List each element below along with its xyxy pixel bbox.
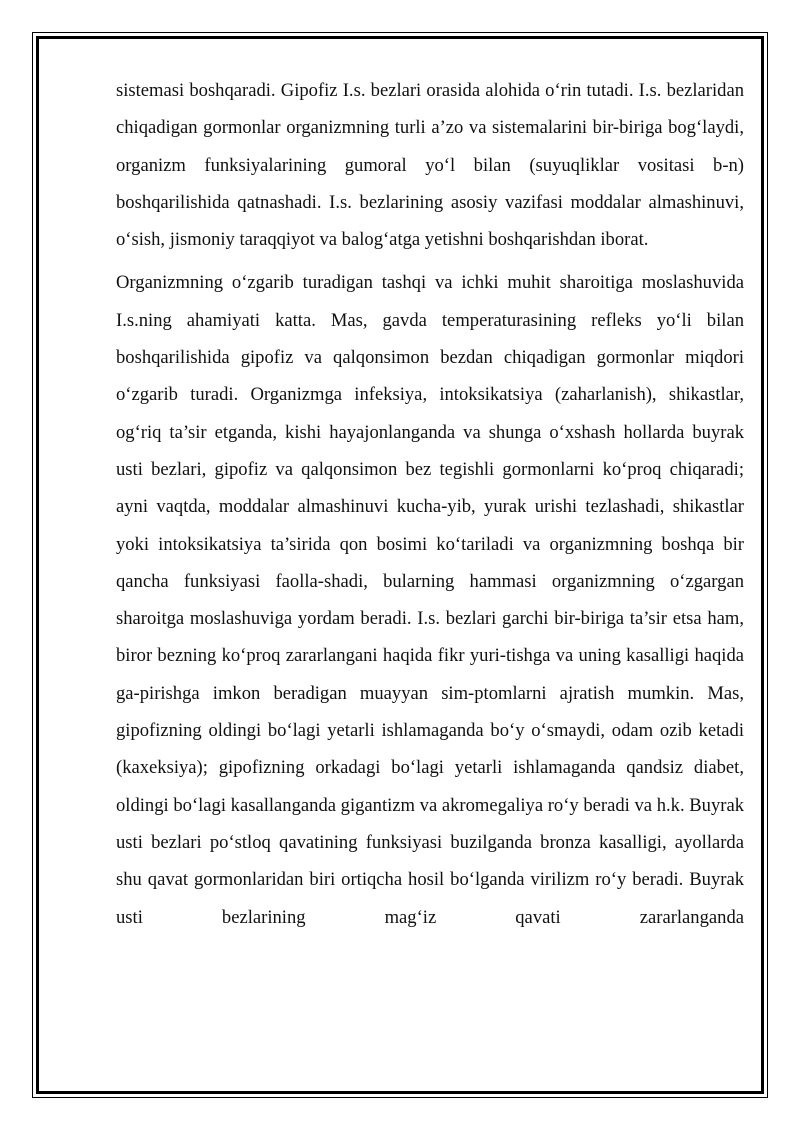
paragraph-1: sistemasi boshqaradi. Gipofiz I.s. bezlari orasida alohida o‘rin tutadi. I.s. bezlaridan chiqadigan gormonlar organizmning turli a’zo va sistemalarini bir-biriga bog‘laydi, organizm funksiyalarining gumoral yo‘l bilan (suyuqliklar vositasi b-n) boshqarilishida qatnashadi. I.s. bezlarining asosiy vazifasi moddalar almashinuvi, o‘sish, jismoniy taraqqiyot va balog‘atga yetishni boshqarishdan iborat. [116, 80, 744, 251]
document-body [116, 72, 744, 936]
paragraph-2: Organizmning o‘zgarib turadigan tashqi va ichki muhit sharoitiga moslashuvida I.s.ning ahamiyati katta. Mas, gavda temperaturasining refleks yo‘li bilan boshqarilishida gipofiz va qalqonsimon bezdan chiqadigan gormonlar miqdori o‘zgarib turadi. Organizmga infeksiya, intoksikatsiya (zaharlanish), shikastlar, og‘riq ta’sir etganda, kishi hayajonlanganda va shunga o‘xshash hollarda buyrak usti bezlari, gipofiz va qalqonsimon bez tegishli gormonlarni ko‘proq chiqaradi; ayni vaqtda, moddalar almashinuvi kucha-yib, yurak urishi tezlashadi, shikastlar yoki intoksikatsiya ta’sirida qon bosimi ko‘tariladi va organizmning boshqa bir qancha funksiyasi faolla-shadi, bularning hammasi organizmning o‘zgargan sharoitga moslashuviga yordam beradi. I.s. bezlari garchi bir-biriga ta’sir etsa ham, biror bezning ko‘proq zararlangani haqida fikr yuri-tishga va uning kasalligi haqida ga-pirishga imkon beradigan muayyan sim-ptomlarni ajratish mumkin. Mas, gipofizning oldingi bo‘lagi yetarli ishlamaganda bo‘y o‘smaydi, odam ozib ketadi (kaxeksiya); gipofizning orkadagi bo‘lagi yetarli ishlamaganda qandsiz diabet, oldingi bo‘lagi kasallanganda gigantizm va akromegaliya ro‘y beradi va h.k. Buyrak usti bezlari po‘stloq qavatining funksiyasi buzilganda bronza kasalligi, ayollarda shu qavat gormonlaridan biri ortiqcha hosil bo‘lganda virilizm ro‘y beradi. Buyrak usti bezlarining mag‘iz qavati zararlanganda [116, 272, 744, 928]
